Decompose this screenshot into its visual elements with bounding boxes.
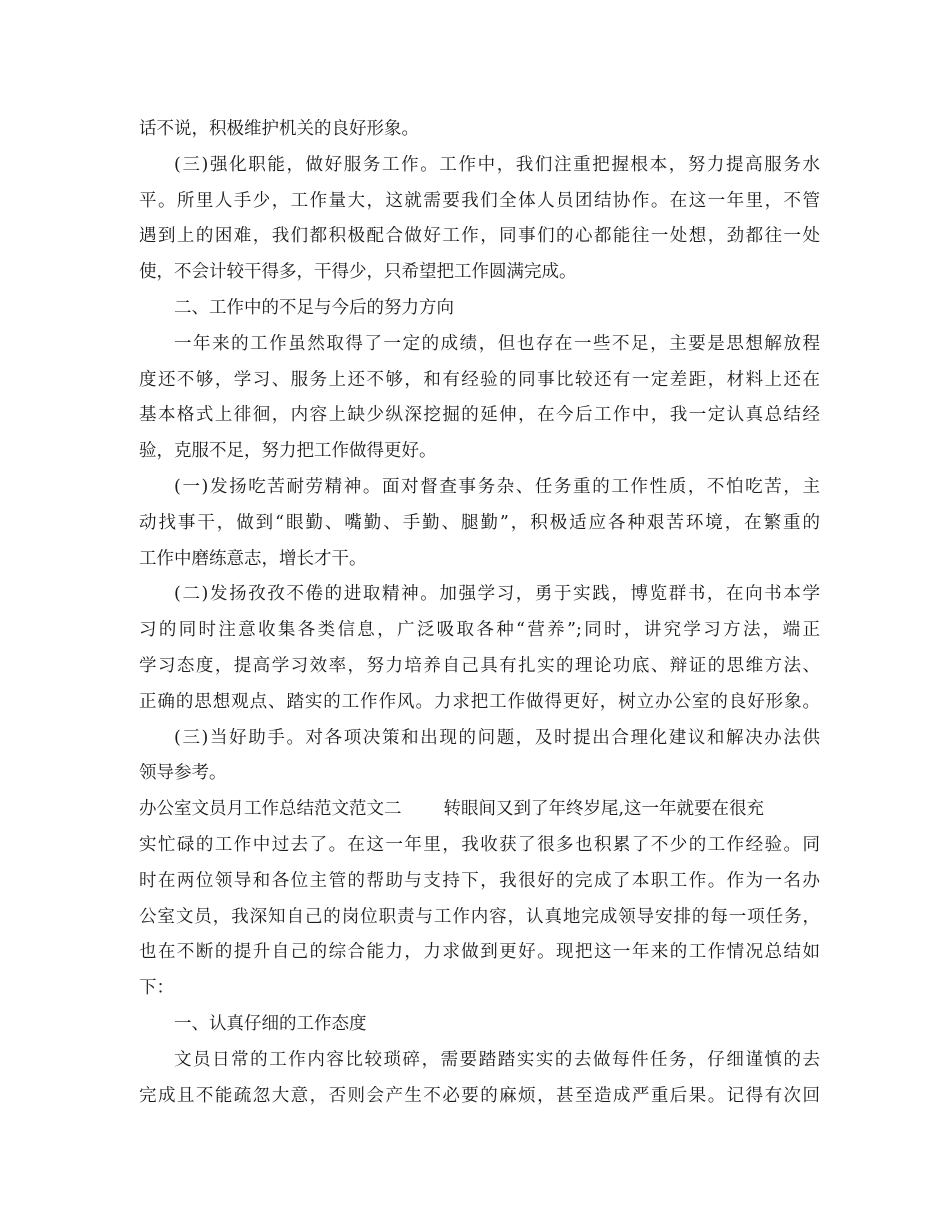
section-heading: 二、工作中的不足与今后的努力方向 xyxy=(174,297,454,318)
text-line: 下： xyxy=(139,978,174,999)
text-line: (二)发扬孜孜不倦的进取精神。加强学习，勇于实践，博览群书，在向书本学 xyxy=(174,584,820,605)
text-line: 工作中磨练意志，增长才干。 xyxy=(139,548,367,569)
text-line: 学习态度，提高学习效率，努力培养自己具有扎实的理论功底、辩证的思维方法、 xyxy=(139,655,820,676)
text-line: 验，克服不足，努力把工作做得更好。 xyxy=(139,441,437,462)
section-heading: 一、认真仔细的工作态度 xyxy=(174,1013,367,1034)
text-line: 话不说，积极维护机关的良好形象。 xyxy=(139,119,419,139)
text-line: (三)当好助手。对各项决策和出现的问题，及时提出合理化建议和解决办法供 xyxy=(174,727,820,748)
article-intro: 转眼间又到了年终岁尾,这一年就要在很充 xyxy=(443,799,765,820)
text-line: 习的同时注意收集各类信息，广泛吸取各种“营养”;同时，讲究学习方法，端正 xyxy=(139,620,820,641)
text-line: 也在不断的提升自己的综合能力，力求做到更好。现把这一年来的工作情况总结如 xyxy=(139,942,820,963)
text-line: 时在两位领导和各位主管的帮助与支持下，我很好的完成了本职工作。作为一名办 xyxy=(139,870,820,891)
text-line: 一年来的工作虽然取得了一定的成绩，但也存在一些不足，主要是思想解放程 xyxy=(174,333,820,354)
text-line: 领导参考。 xyxy=(139,763,227,784)
text-line: 使，不会计较干得多，干得少，只希望把工作圆满完成。 xyxy=(139,262,577,283)
text-line: 完成且不能疏忽大意，否则会产生不必要的麻烦，甚至造成严重后果。记得有次回 xyxy=(139,1085,820,1106)
document-body xyxy=(139,112,820,1114)
text-line xyxy=(139,792,820,828)
text-line: 度还不够，学习、服务上还不够，和有经验的同事比较还有一定差距，材料上还在 xyxy=(139,369,820,390)
text-line: 公室文员，我深知自己的岗位职责与工作内容，认真地完成领导安排的每一项任务， xyxy=(139,906,820,927)
text-line: 文员日常的工作内容比较琐碎，需要踏踏实实的去做每件任务，仔细谨慎的去 xyxy=(174,1049,820,1070)
article-title: 办公室文员月工作总结范文范文二 xyxy=(139,799,402,820)
text-line: 基本格式上徘徊，内容上缺少纵深挖掘的延伸，在今后工作中，我一定认真总结经 xyxy=(139,405,820,426)
text-line: 动找事干，做到“眼勤、嘴勤、手勤、腿勤”，积极适应各种艰苦环境，在繁重的 xyxy=(139,512,820,533)
text-line: 实忙碌的工作中过去了。在这一年里，我收获了很多也积累了不少的工作经验。同 xyxy=(139,834,820,855)
text-line: 平。所里人手少，工作量大，这就需要我们全体人员团结协作。在这一年里，不管 xyxy=(139,190,820,211)
text-line: 遇到上的困难，我们都积极配合做好工作，同事们的心都能往一处想，劲都往一处 xyxy=(139,226,820,247)
text-line: (一)发扬吃苦耐劳精神。面对督查事务杂、任务重的工作性质，不怕吃苦，主 xyxy=(174,476,820,497)
text-line: 正确的思想观点、踏实的工作作风。力求把工作做得更好，树立办公室的良好形象。 xyxy=(139,691,820,712)
text-line: (三)强化职能，做好服务工作。工作中，我们注重把握根本，努力提高服务水 xyxy=(174,154,820,175)
